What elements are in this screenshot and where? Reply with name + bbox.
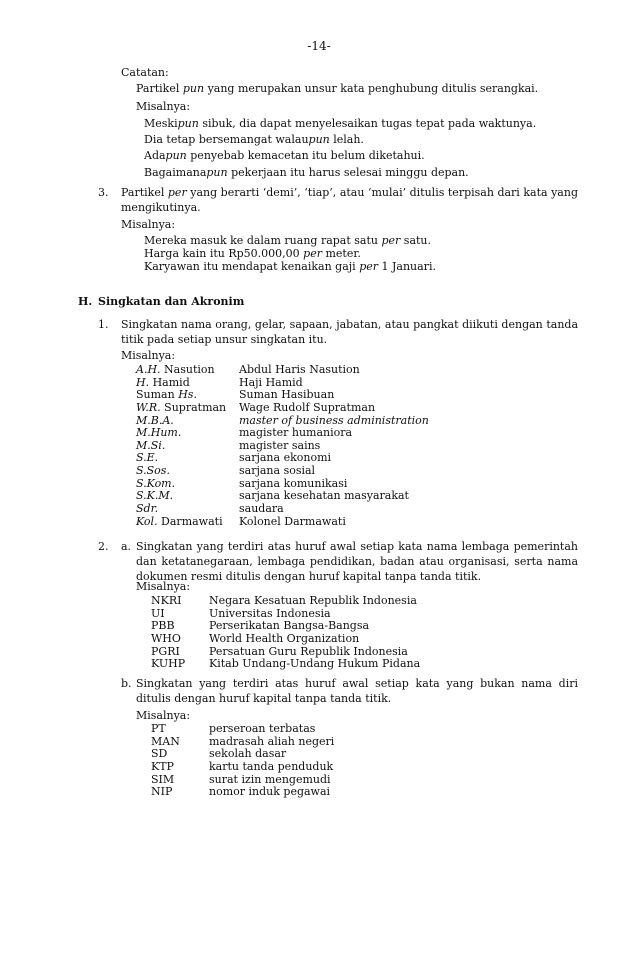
expansion-cell: Abdul Haris Nasution [239, 363, 360, 376]
expansion-cell: magister sains [239, 438, 321, 452]
table-row [151, 633, 420, 646]
table-row [151, 761, 334, 774]
expansion-cell: master of business administration [239, 413, 429, 427]
abbreviation-cell: PGRI [151, 644, 180, 658]
abbreviation-cell: M.B.A. [136, 413, 174, 427]
table-row [151, 786, 334, 799]
table-row [136, 516, 429, 529]
example-label: Misalnya: [121, 349, 176, 362]
expansion-cell: sekolah dasar [209, 747, 287, 761]
abbreviation-cell: S.Sos. [136, 464, 170, 478]
expansion-cell: Kitab Undang-Undang Hukum Pidana [209, 657, 421, 671]
abbreviation-table [151, 595, 420, 671]
table-row [136, 427, 429, 440]
abbreviation-cell: KUHP [151, 657, 186, 671]
abbreviation-cell: PBB [151, 619, 175, 633]
abbreviation-table [136, 364, 429, 528]
abbreviation-cell: MAN [151, 734, 180, 748]
item-number: 2. [98, 540, 109, 553]
note-example: Adapun penyebab kemacetan itu belum diketahui. [144, 149, 425, 162]
abbreviation-cell: UI [151, 606, 165, 620]
abbreviation-cell: A.H. Nasution [136, 363, 215, 376]
abbreviation-cell: SD [151, 747, 168, 761]
expansion-cell: Perserikatan Bangsa-Bangsa [209, 619, 370, 633]
abbreviation-cell: M.Hum. [136, 426, 182, 440]
abbreviation-cell: NKRI [151, 594, 182, 607]
item-number: 1. [98, 318, 109, 331]
expansion-cell: Universitas Indonesia [209, 606, 331, 620]
expansion-cell: sarjana komunikasi [239, 476, 348, 490]
example-list [144, 234, 436, 274]
table-row [151, 595, 420, 608]
subitem-text: Singkatan yang terdiri atas huruf awal setiap kata nama lembaga pemerintah dan ketatanegaraan, lembaga pendidikan, badan atau organisasi, serta nama dokumen resmi ditulis dengan huruf kapital tanpa tanda titik. [136, 540, 578, 583]
abbreviation-cell: M.Si. [136, 438, 166, 452]
abbreviation-cell: PT [151, 722, 166, 735]
expansion-cell: Kolonel Darmawati [239, 514, 346, 528]
abbreviation-cell: H. Hamid [136, 375, 190, 389]
page-number: -14- [307, 39, 331, 53]
expansion-cell: perseroan terbatas [209, 722, 316, 735]
abbreviation-cell: SIM [151, 772, 175, 786]
abbreviation-cell: W.R. Supratman [136, 400, 227, 414]
abbreviation-table [151, 723, 334, 799]
note-example: Meskipun sibuk, dia dapat menyelesaikan tugas tepat pada waktunya. [144, 117, 537, 130]
abbreviation-cell: KTP [151, 759, 174, 773]
expansion-cell: Negara Kesatuan Republik Indonesia [209, 594, 417, 607]
example-label: Misalnya: [121, 218, 176, 231]
abbreviation-cell: S.K.M. [136, 489, 174, 503]
abbreviation-cell: WHO [151, 631, 181, 645]
table-row [136, 465, 429, 478]
item-text: Partikel per yang berarti ‘demi’, ‘tiap’, atau ‘mulai’ ditulis terpisah dari kata yang mengikutinya. [121, 186, 578, 214]
example-line: Harga kain itu Rp50.000,00 per meter. [144, 247, 361, 261]
expansion-cell: kartu tanda penduduk [209, 759, 334, 773]
example-line: Mereka masuk ke dalam ruang rapat satu per satu. [144, 234, 431, 247]
expansion-cell: Suman Hasibuan [239, 388, 335, 402]
abbreviation-cell: Kol. Darmawati [136, 514, 223, 528]
table-row [151, 723, 334, 736]
abbreviation-cell: S.E. [136, 451, 159, 465]
note-label: Catatan: [121, 66, 169, 79]
expansion-cell: magister humaniora [239, 426, 353, 440]
item-text: Singkatan nama orang, gelar, sapaan, jabatan, atau pangkat diikuti dengan tanda titik pada setiap unsur singkatan itu. [121, 318, 578, 346]
abbreviation-cell: Suman Hs. [136, 388, 197, 402]
example-line: Karyawan itu mendapat kenaikan gaji per 1 Januari. [144, 260, 436, 274]
expansion-cell: sarjana ekonomi [239, 451, 332, 465]
section-title: Singkatan dan Akronim [98, 295, 245, 308]
item-number: 3. [98, 186, 109, 199]
example-label: Misalnya: [136, 580, 191, 593]
expansion-cell: Haji Hamid [239, 375, 303, 389]
subitem-text: Singkatan yang terdiri atas huruf awal setiap kata yang bukan nama diri ditulis dengan huruf kapital tanpa tanda titik. [136, 677, 578, 705]
expansion-cell: Wage Rudolf Supratman [239, 400, 376, 414]
note-example-label: Misalnya: [136, 100, 191, 113]
note-particle-pun: Partikel pun yang merupakan unsur kata penghubung ditulis serangkai. [136, 82, 539, 95]
table-row [151, 658, 420, 671]
expansion-cell: Persatuan Guru Republik Indonesia [209, 644, 408, 658]
expansion-cell: World Health Organization [209, 631, 360, 645]
note-example: Dia tetap bersemangat walaupun lelah. [144, 133, 364, 146]
section-letter: H. [78, 295, 93, 308]
note-example: Bagaimanapun pekerjaan itu harus selesai minggu depan. [144, 166, 469, 179]
expansion-cell: saudara [239, 502, 284, 516]
expansion-cell: nomor induk pegawai [209, 785, 331, 799]
expansion-cell: madrasah aliah negeri [209, 734, 335, 748]
expansion-cell: surat izin mengemudi [209, 772, 331, 786]
expansion-cell: sarjana sosial [239, 464, 316, 478]
subitem-letter: a. [121, 540, 132, 553]
abbreviation-cell: S.Kom. [136, 476, 176, 490]
abbreviation-cell: Sdr. [136, 502, 159, 516]
abbreviation-cell: NIP [151, 785, 173, 799]
example-label: Misalnya: [136, 709, 191, 722]
expansion-cell: sarjana kesehatan masyarakat [239, 489, 409, 503]
subitem-letter: b. [121, 677, 132, 690]
